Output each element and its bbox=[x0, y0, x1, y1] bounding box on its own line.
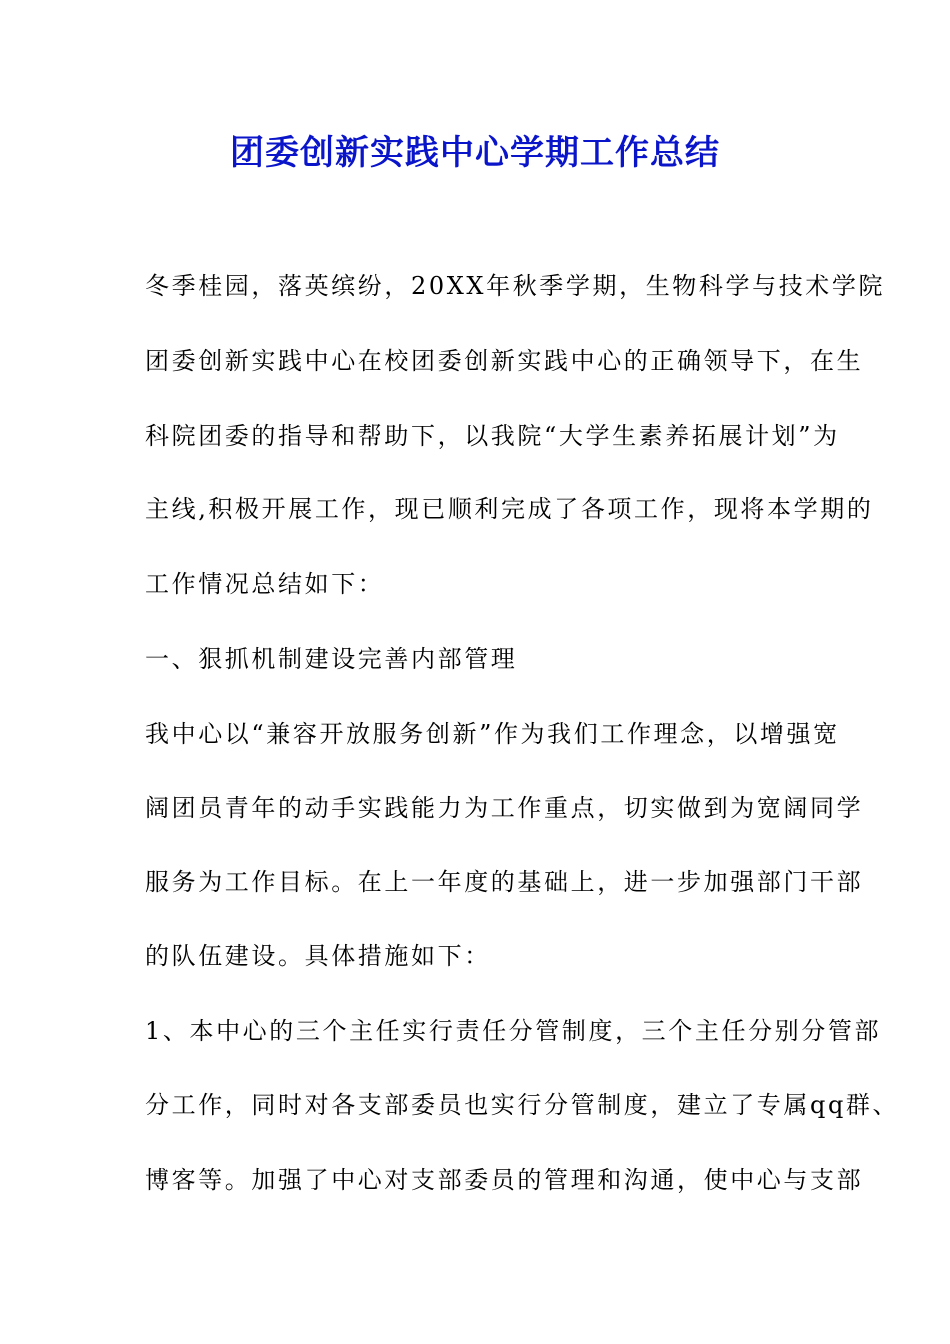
paragraph-line: 团委创新实践中心在校团委创新实践中心的正确领导下，在生 bbox=[145, 347, 864, 375]
list-item-line: 分工作，同时对各支部委员也实行分管制度，建立了专属qq群、 bbox=[145, 1091, 900, 1119]
paragraph-line: 冬季桂园，落英缤纷，20XX年秋季学期，生物科学与技术学院 bbox=[145, 272, 886, 300]
paragraph-line: 工作情况总结如下： bbox=[145, 570, 385, 598]
list-item-line: 1、本中心的三个主任实行责任分管制度，三个主任分别分管部 bbox=[145, 1017, 882, 1045]
list-item-line: 博客等。加强了中心对支部委员的管理和沟通，使中心与支部 bbox=[145, 1166, 864, 1194]
paragraph-line: 主线,积极开展工作，现已顺利完成了各项工作，现将本学期的 bbox=[145, 495, 874, 523]
paragraph-line: 服务为工作目标。在上一年度的基础上，进一步加强部门干部 bbox=[145, 868, 864, 896]
section-heading: 一、狠抓机制建设完善内部管理 bbox=[145, 645, 518, 673]
paragraph-line: 的队伍建设。具体措施如下： bbox=[145, 942, 491, 970]
paragraph-line: 科院团委的指导和帮助下，以我院“大学生素养拓展计划”为 bbox=[145, 422, 840, 450]
document-title: 团委创新实践中心学期工作总结 bbox=[230, 133, 720, 173]
paragraph-line: 我中心以“兼容开放服务创新”作为我们工作理念，以增强宽 bbox=[145, 720, 840, 748]
paragraph-line: 阔团员青年的动手实践能力为工作重点，切实做到为宽阔同学 bbox=[145, 794, 864, 822]
